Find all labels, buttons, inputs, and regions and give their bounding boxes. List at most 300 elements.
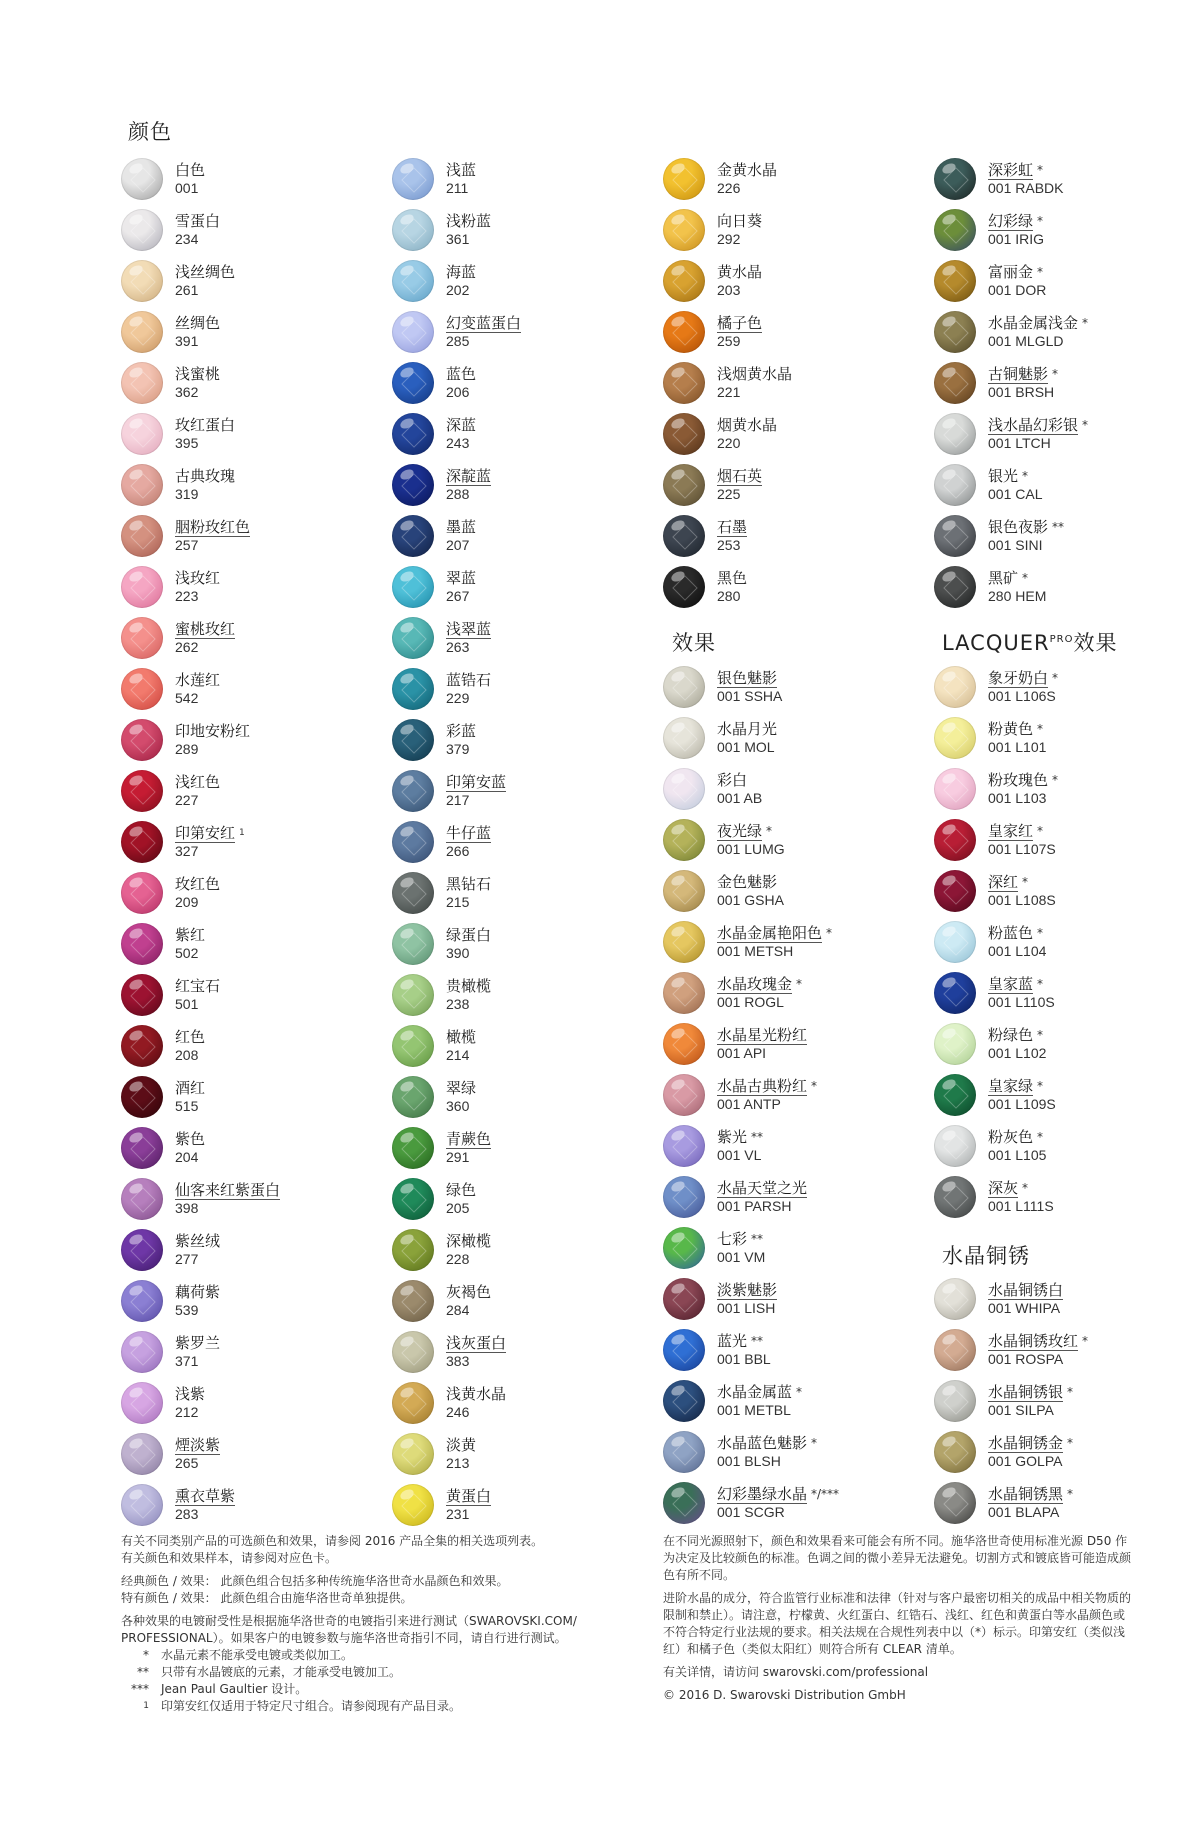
swatch-name — [717, 669, 782, 687]
color-swatch-item — [121, 1074, 205, 1120]
swatch-name-text: 水晶天堂之光 — [717, 1179, 808, 1197]
swatch-code: 515 — [175, 1098, 199, 1114]
crystal-swatch — [121, 1127, 163, 1169]
color-swatch-item — [121, 258, 235, 304]
swatch-code: 361 — [446, 231, 470, 247]
swatch-label — [717, 569, 747, 605]
swatch-label — [988, 212, 1044, 248]
color-swatch-item — [121, 1380, 205, 1426]
crystal-swatch — [934, 1482, 976, 1524]
swatch-label — [717, 161, 777, 197]
color-swatch-item — [934, 207, 1044, 253]
color-swatch-item — [934, 360, 1058, 406]
swatch-footnote-mark: * — [1067, 1385, 1074, 1399]
crystal-swatch — [121, 770, 163, 812]
swatch-code: 280 HEM — [988, 588, 1047, 604]
swatch-name — [988, 518, 1064, 536]
color-swatch-item — [392, 1482, 491, 1528]
swatch-footnote-mark: * — [1052, 773, 1059, 787]
lacquer-sup: PRO — [1049, 634, 1074, 645]
swatch-code: 284 — [446, 1302, 470, 1318]
swatch-name — [175, 977, 220, 995]
swatch-footnote-mark: * — [1082, 316, 1089, 330]
crystal-swatch — [121, 1076, 163, 1118]
swatch-footnote-mark: * — [1037, 265, 1044, 279]
swatch-footnote-mark: ** — [751, 1334, 764, 1348]
swatch-name — [175, 824, 245, 842]
color-swatch-item — [392, 1380, 506, 1426]
swatch-label — [446, 773, 506, 809]
swatch-code: 001 BBL — [717, 1351, 771, 1367]
swatch-label — [446, 1487, 491, 1523]
color-swatch-item — [663, 411, 777, 457]
swatch-footnote-mark: ** — [751, 1130, 764, 1144]
swatch-code: 001 L107S — [988, 841, 1056, 857]
color-swatch-item — [392, 1023, 476, 1069]
swatch-code: 360 — [446, 1098, 470, 1114]
swatch-name-text: 水晶星光粉红 — [717, 1026, 808, 1044]
swatch-code: 379 — [446, 741, 470, 757]
swatch-code: 280 — [717, 588, 741, 604]
swatch-name — [446, 977, 491, 995]
swatch-code: 204 — [175, 1149, 199, 1165]
swatch-label — [175, 416, 235, 452]
swatch-name-text: 紫光 — [717, 1128, 748, 1146]
swatch-label — [988, 1077, 1056, 1113]
swatch-name — [988, 720, 1046, 738]
swatch-name-text: 藕荷紫 — [175, 1283, 221, 1301]
swatch-code: 001 L105 — [988, 1147, 1047, 1163]
swatch-name-text: 浅翠蓝 — [446, 620, 492, 638]
swatch-name-text: 玫红蛋白 — [175, 416, 236, 434]
swatch-name-text: 古铜魅影 — [988, 365, 1049, 383]
swatch-code: 001 WHIPA — [988, 1300, 1061, 1316]
swatch-name — [175, 212, 220, 230]
swatch-name — [988, 1026, 1046, 1044]
swatch-code: 211 — [446, 180, 469, 196]
swatch-code: 001 L104 — [988, 943, 1047, 959]
swatch-label — [717, 263, 762, 299]
swatch-name-text: 金色魅影 — [717, 873, 778, 891]
swatch-name — [175, 875, 220, 893]
lacquer-main: LACQUER — [942, 631, 1050, 655]
swatch-code: 371 — [175, 1353, 199, 1369]
color-swatch-item — [392, 360, 476, 406]
swatch-label — [446, 1028, 476, 1064]
swatch-code: 001 ANTP — [717, 1096, 781, 1112]
swatch-label — [446, 161, 476, 197]
color-swatch-item — [934, 309, 1088, 355]
swatch-name — [717, 467, 762, 485]
swatch-name-text: 银色魅影 — [717, 669, 778, 687]
swatch-code: 209 — [175, 894, 199, 910]
swatch-name-text: 水晶铜锈白 — [988, 1281, 1064, 1299]
crystal-swatch — [121, 872, 163, 914]
swatch-name-text: 粉黄色 — [988, 720, 1034, 738]
color-swatch-item — [663, 1429, 817, 1475]
crystal-swatch — [121, 515, 163, 557]
swatch-name — [175, 314, 220, 332]
crystal-swatch — [392, 821, 434, 863]
swatch-code: 501 — [175, 996, 199, 1012]
swatch-name-text: 水晶蓝色魅影 — [717, 1434, 808, 1452]
swatch-name-text: 皇家蓝 — [988, 975, 1034, 993]
swatch-label — [446, 824, 491, 860]
crystal-swatch — [934, 362, 976, 404]
swatch-label — [446, 1079, 476, 1115]
color-swatch-item — [392, 615, 491, 661]
swatch-code: 001 L102 — [988, 1045, 1047, 1061]
swatch-name-text: 银光 — [988, 467, 1019, 485]
swatch-label — [717, 1128, 763, 1164]
swatch-name-text: 印第安红 — [175, 824, 236, 842]
color-swatch-item — [392, 666, 491, 712]
swatch-name-text: 印第安蓝 — [446, 773, 507, 791]
crystal-swatch — [663, 717, 705, 759]
crystal-swatch — [121, 209, 163, 251]
swatch-name-text: 石墨 — [717, 518, 748, 536]
heading-effects: 效果 — [672, 631, 716, 655]
swatch-name-text: 水晶铜锈黑 — [988, 1485, 1064, 1503]
swatch-footnote-mark: * — [1082, 1334, 1089, 1348]
color-swatch-item — [663, 766, 762, 812]
swatch-footnote-mark: * — [1037, 977, 1044, 991]
crystal-swatch — [392, 770, 434, 812]
swatch-name-text: 翠蓝 — [446, 569, 477, 587]
color-swatch-item — [934, 1480, 1073, 1526]
swatch-name — [446, 161, 476, 179]
swatch-label — [988, 975, 1055, 1011]
crystal-swatch — [934, 819, 976, 861]
swatch-code: 398 — [175, 1200, 199, 1216]
swatch-name — [988, 924, 1046, 942]
color-swatch-item — [392, 972, 491, 1018]
swatch-code: 228 — [446, 1251, 470, 1267]
swatch-name-text: 红色 — [175, 1028, 206, 1046]
swatch-footnote-mark: * — [1067, 1487, 1074, 1501]
color-swatch-item — [121, 921, 205, 967]
color-swatch-item — [121, 768, 220, 814]
swatch-code: 001 L101 — [988, 739, 1047, 755]
swatch-label — [717, 771, 762, 807]
swatch-label — [175, 824, 245, 860]
swatch-code: 001 MLGLD — [988, 333, 1064, 349]
swatch-name-text: 胭粉玫红色 — [175, 518, 251, 536]
swatch-name-text: 烟石英 — [717, 467, 763, 485]
swatch-footnote-mark: * — [1037, 1028, 1044, 1042]
swatch-name — [717, 569, 747, 587]
swatch-name — [446, 671, 491, 689]
footnote-text: 只带有水晶镀底的元素，才能承受电镀加工。 — [161, 1665, 402, 1679]
color-swatch-item — [121, 1023, 205, 1069]
crystal-swatch — [392, 1433, 434, 1475]
swatch-label — [988, 518, 1064, 554]
crystal-swatch — [392, 1076, 434, 1118]
swatch-name-text: 粉蓝色 — [988, 924, 1034, 942]
swatch-name — [988, 1077, 1056, 1095]
footnote-symbol: *** — [131, 1682, 149, 1696]
swatch-name-text: 金黄水晶 — [717, 161, 778, 179]
swatch-name-text: 水晶铜锈金 — [988, 1434, 1064, 1452]
heading-patina: 水晶铜锈 — [942, 1244, 1030, 1268]
swatch-code: 215 — [446, 894, 470, 910]
swatch-name — [717, 975, 802, 993]
color-swatch-item — [121, 411, 235, 457]
crystal-swatch — [121, 923, 163, 965]
swatch-code: 001 BRSH — [988, 384, 1055, 400]
swatch-name-text: 白色 — [175, 161, 206, 179]
swatch-label — [446, 1283, 491, 1319]
crystal-swatch — [392, 1025, 434, 1067]
swatch-code: 001 CAL — [988, 486, 1043, 502]
color-swatch-item — [392, 1176, 476, 1222]
color-swatch-item — [663, 462, 762, 508]
notes-right — [663, 1533, 1183, 1704]
swatch-label — [175, 1181, 280, 1217]
swatch-name — [446, 1283, 491, 1301]
swatch-label — [446, 212, 491, 248]
crystal-swatch — [663, 1074, 705, 1116]
color-swatch-item — [392, 513, 476, 559]
color-swatch-item — [934, 868, 1056, 914]
swatch-code: 207 — [446, 537, 470, 553]
swatch-label — [988, 771, 1058, 807]
color-swatch-item — [934, 156, 1063, 202]
swatch-code: 001 SCGR — [717, 1504, 785, 1520]
swatch-name — [175, 1385, 205, 1403]
swatch-name — [175, 1130, 205, 1148]
swatch-code: 001 BLSH — [717, 1453, 781, 1469]
swatch-label — [175, 263, 235, 299]
crystal-swatch — [121, 1280, 163, 1322]
crystal-swatch — [392, 515, 434, 557]
swatch-name — [717, 873, 784, 891]
swatch-code: 214 — [446, 1047, 470, 1063]
swatch-name-text: 绿蛋白 — [446, 926, 492, 944]
swatch-name-text: 向日葵 — [717, 212, 763, 230]
swatch-name-text: 橘子色 — [717, 314, 763, 332]
swatch-code: 267 — [446, 588, 470, 604]
footnote-text: 水晶元素不能承受电镀或类似加工。 — [161, 1648, 354, 1662]
color-swatch-item — [934, 1174, 1054, 1220]
swatch-name-text: 深灰 — [988, 1179, 1019, 1197]
swatch-footnote-mark: ** — [1052, 520, 1065, 534]
swatch-label — [988, 1281, 1063, 1317]
swatch-code: 001 RABDK — [988, 180, 1064, 196]
swatch-name — [988, 212, 1044, 230]
swatch-name-text: 粉灰色 — [988, 1128, 1034, 1146]
swatch-label — [175, 569, 220, 605]
swatch-label — [717, 669, 782, 705]
swatch-code: 288 — [446, 486, 470, 502]
crystal-swatch — [934, 1176, 976, 1218]
color-swatch-item — [663, 1225, 765, 1271]
swatch-code: 383 — [446, 1353, 470, 1369]
crystal-swatch — [392, 464, 434, 506]
swatch-footnote-mark: * — [1052, 367, 1059, 381]
swatch-name-text: 烟黄水晶 — [717, 416, 778, 434]
swatch-label — [717, 975, 802, 1011]
color-swatch-item — [934, 715, 1046, 761]
swatch-label — [175, 518, 250, 554]
swatch-code: 001 LISH — [717, 1300, 776, 1316]
crystal-swatch — [663, 566, 705, 608]
swatch-name — [446, 467, 491, 485]
swatch-code: 001 LUMG — [717, 841, 785, 857]
notes-left — [121, 1533, 641, 1715]
swatch-name-text: 幻彩墨绿水晶 — [717, 1485, 808, 1503]
color-swatch-item — [663, 664, 782, 710]
swatch-label — [175, 722, 250, 758]
crystal-swatch — [663, 1125, 705, 1167]
color-swatch-item — [392, 156, 476, 202]
swatch-code: 238 — [446, 996, 470, 1012]
swatch-code: 223 — [175, 588, 199, 604]
swatch-label — [717, 1230, 765, 1266]
color-swatch-item — [121, 972, 220, 1018]
swatch-name-text: 蓝色 — [446, 365, 477, 383]
swatch-name-text: 深蓝 — [446, 416, 477, 434]
swatch-name — [446, 263, 476, 281]
note-text: 色有所不同。 — [663, 1568, 736, 1582]
color-swatch-item — [663, 258, 762, 304]
crystal-swatch — [934, 1023, 976, 1065]
swatch-name — [446, 926, 491, 944]
crystal-swatch — [663, 819, 705, 861]
swatch-name-text: 紫红 — [175, 926, 206, 944]
swatch-code: 289 — [175, 741, 199, 757]
swatch-footnote-mark: 1 — [239, 828, 245, 838]
crystal-swatch — [934, 921, 976, 963]
swatch-name — [717, 1383, 802, 1401]
swatch-label — [717, 924, 832, 960]
swatch-name — [446, 773, 506, 791]
crystal-swatch — [663, 311, 705, 353]
color-swatch-item — [663, 1378, 802, 1424]
crystal-swatch — [934, 870, 976, 912]
swatch-code: 257 — [175, 537, 199, 553]
swatch-name-text: 夜光绿 — [717, 822, 763, 840]
swatch-name-text: 水晶月光 — [717, 720, 778, 738]
swatch-name — [175, 1232, 220, 1250]
color-swatch-item — [392, 1278, 491, 1324]
swatch-name — [988, 1128, 1046, 1146]
swatch-name — [988, 416, 1088, 434]
crystal-swatch — [392, 872, 434, 914]
crystal-swatch — [392, 1484, 434, 1526]
swatch-name-text: 富丽金 — [988, 263, 1034, 281]
footnote-text: 印第安红仅适用于特定尺寸组合。请参阅现有产品目录。 — [161, 1699, 462, 1713]
note-text: 各种效果的电镀耐受性是根据施华洛世奇的电镀指引来进行测试（SWAROVSKI.COM/ — [121, 1614, 577, 1628]
crystal-swatch — [663, 413, 705, 455]
swatch-label — [175, 1028, 205, 1064]
color-swatch-item — [934, 1123, 1046, 1169]
color-swatch-item — [121, 360, 220, 406]
swatch-code: 001 L111S — [988, 1198, 1054, 1214]
swatch-name — [988, 822, 1056, 840]
swatch-name-text: 淡黄 — [446, 1436, 477, 1454]
crystal-swatch — [663, 972, 705, 1014]
color-swatch-item — [934, 258, 1046, 304]
swatch-code: 202 — [446, 282, 470, 298]
color-swatch-item — [121, 1329, 220, 1375]
swatch-label — [988, 1383, 1073, 1419]
swatch-label — [175, 875, 220, 911]
swatch-name-text: 水莲红 — [175, 671, 221, 689]
swatch-name — [175, 263, 235, 281]
swatch-name — [175, 1436, 220, 1454]
swatch-name — [175, 1028, 205, 1046]
swatch-name-text: 水晶古典粉红 — [717, 1077, 808, 1095]
swatch-name — [175, 518, 250, 536]
swatch-code: 362 — [175, 384, 199, 400]
swatch-name — [446, 1079, 476, 1097]
swatch-name-text: 丝绸色 — [175, 314, 221, 332]
color-swatch-item — [392, 564, 476, 610]
swatch-name — [717, 263, 762, 281]
swatch-label — [175, 926, 205, 962]
crystal-swatch — [392, 1331, 434, 1373]
note-text: 在不同光源照射下，颜色和效果看来可能会有所不同。施华洛世奇使用标准光源 D50 作 — [663, 1534, 1128, 1548]
swatch-label — [988, 1332, 1088, 1368]
swatch-footnote-mark: * — [796, 1385, 803, 1399]
swatch-name-text: 彩白 — [717, 771, 748, 789]
swatch-code: 001 LTCH — [988, 435, 1051, 451]
swatch-footnote-mark: * — [1037, 214, 1044, 228]
crystal-swatch — [121, 260, 163, 302]
swatch-name-text: 皇家绿 — [988, 1077, 1034, 1095]
swatch-label — [717, 1434, 817, 1470]
swatch-label — [175, 773, 220, 809]
swatch-code: 277 — [175, 1251, 199, 1267]
swatch-label — [175, 1436, 220, 1472]
swatch-footnote-mark: * — [1022, 469, 1029, 483]
swatch-label — [175, 1487, 235, 1523]
swatch-label — [717, 518, 747, 554]
swatch-label — [717, 1077, 817, 1113]
footnote-symbol: 1 — [143, 1701, 149, 1711]
swatch-name — [717, 1281, 777, 1299]
swatch-label — [446, 416, 476, 452]
swatch-name — [175, 1283, 220, 1301]
crystal-swatch — [121, 311, 163, 353]
crystal-swatch — [121, 1382, 163, 1424]
swatch-label — [446, 365, 476, 401]
swatch-name — [717, 1128, 763, 1146]
swatch-name-text: 深红 — [988, 873, 1019, 891]
swatch-name — [717, 924, 832, 942]
swatch-label — [446, 977, 491, 1013]
crystal-swatch — [934, 1278, 976, 1320]
swatch-name-text: 紫色 — [175, 1130, 206, 1148]
swatch-label — [717, 822, 785, 858]
swatch-label — [717, 1485, 839, 1521]
crystal-swatch — [663, 1227, 705, 1269]
swatch-code: 001 API — [717, 1045, 767, 1061]
swatch-name-text: 牛仔蓝 — [446, 824, 492, 842]
swatch-name — [717, 771, 762, 789]
color-swatch-item — [392, 768, 506, 814]
color-swatch-item — [392, 1431, 476, 1477]
swatch-label — [446, 569, 476, 605]
crystal-swatch — [392, 1127, 434, 1169]
color-swatch-item — [663, 1072, 817, 1118]
swatch-name-text: 深橄榄 — [446, 1232, 492, 1250]
note-text: 经典颜色 / 效果： 此颜色组合包括多种传统施华洛世奇水晶颜色和效果。 — [121, 1574, 509, 1588]
color-swatch-item — [934, 513, 1064, 559]
swatch-name — [446, 569, 476, 587]
swatch-name — [717, 822, 785, 840]
